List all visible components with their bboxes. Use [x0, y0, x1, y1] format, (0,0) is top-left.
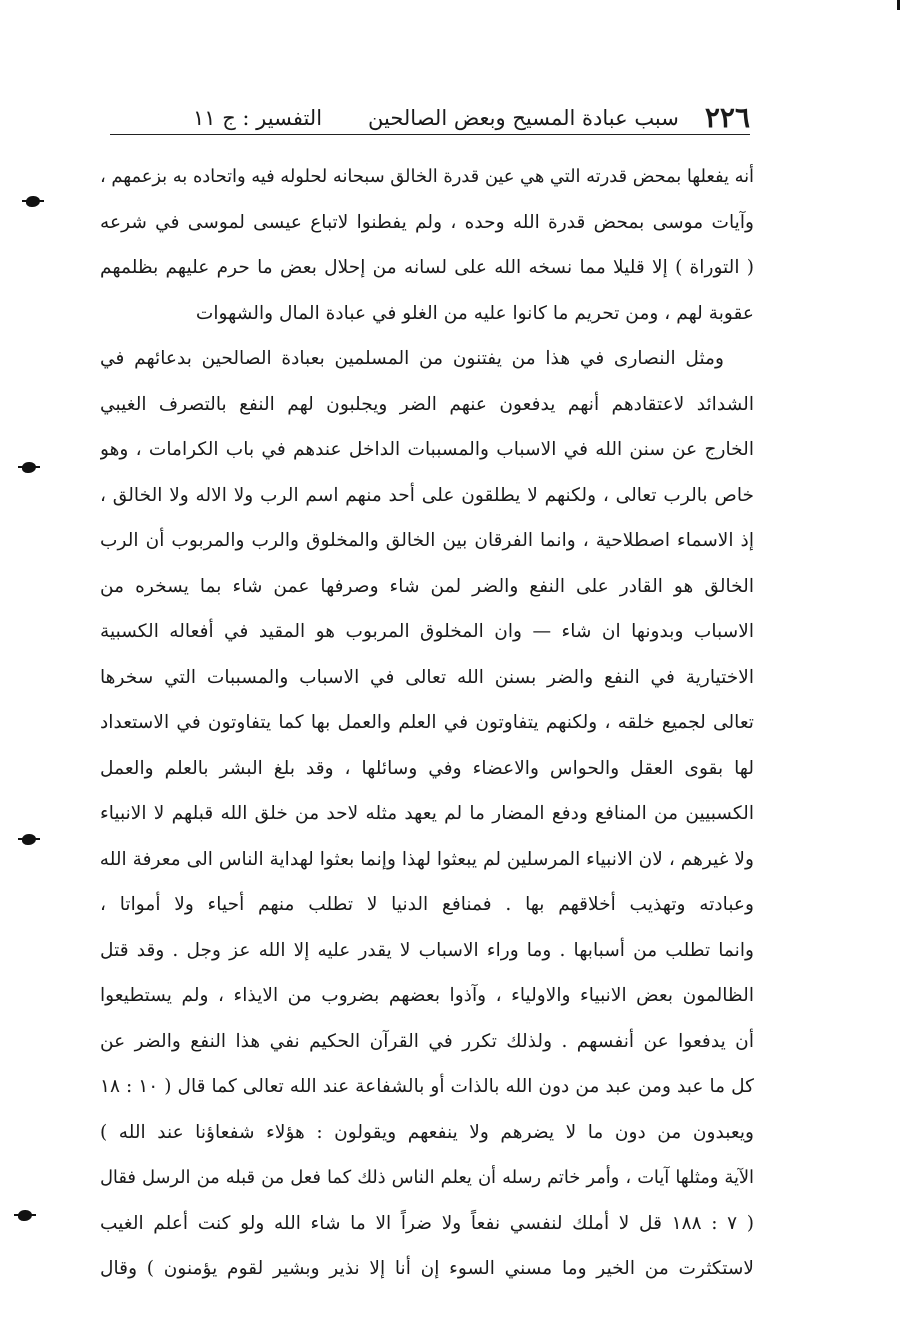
text-line: لها بقوى العقل والحواس والاعضاء وفي وسائلها ، وقد بلغ البشر بالعلم والعمل [100, 757, 754, 779]
text-line: الآية ومثلها آيات ، وأمر خاتم رسله أن يعلم الناس ذلك كما فعل من قبله من الرسل فقال [100, 1167, 754, 1188]
text-line: ومثل النصارى في هذا من يفتنون من المسلمين بعبادة الصالحين بدعائهم في [100, 348, 724, 369]
text-line: الخالق هو القادر على النفع والضر لمن شاء وصرفها عمن شاء بما يسخره من [100, 575, 754, 597]
text-line: أن يدفعوا عن أنفسهم . ولذلك تكرر في القرآن الحكيم نفي هذا النفع والضر عن [100, 1030, 754, 1052]
text-line: ( ٧ : ١٨٨ قل لا أملك لنفسي نفعاً ولا ضراً الا ما شاء الله ولو كنت أعلم الغيب [100, 1212, 754, 1234]
text-line: وعبادته وتهذيب أخلاقهم بها . فمنافع الدنيا لا تطلب منهم أحياء ولا أمواتا ، [100, 894, 754, 915]
text-line: تعالى لجميع خلقه ، ولكنهم يتفاوتون في العلم والعمل بها كما يتفاوتون في الاستعداد [100, 712, 754, 733]
edge-mark [897, 0, 900, 10]
text-line: ( التوراة ) إلا قليلا مما نسخه الله على لسانه من إحلال بعض ما حرم عليهم بظلمهم [100, 257, 754, 278]
running-title: سبب عبادة المسيح وبعض الصالحين [368, 106, 679, 130]
page-number: ٢٢٦ [704, 101, 750, 134]
volume-label: التفسير : ج ١١ [192, 106, 323, 130]
text-line: أنه يفعلها بمحض قدرته التي هي عين قدرة الخالق سبحانه لحلوله فيه واتحاده به بزعمهم ، [100, 166, 754, 187]
text-line: إذ الاسماء اصطلاحية ، وانما الفرقان بين الخالق والمخلوق والرب والمربوب أن الرب [100, 530, 754, 551]
ink-blot [22, 834, 36, 845]
text-line: الكسبيين من المنافع ودفع المضار ما لم يعهد مثله لاحد من خلق الله قبلهم لا الانبياء [100, 803, 754, 824]
text-line: وآيات موسى بمحض قدرة الله وحده ، ولم يفطنوا لاتباع عيسى لموسى في شرعه [100, 211, 754, 233]
text-line: خاص بالرب تعالى ، ولكنهم لا يطلقون على أحد منهم اسم الرب ولا الاله ولا الخالق ، [100, 484, 754, 506]
ink-blot [26, 196, 40, 207]
text-line: وانما تطلب من أسبابها . وما وراء الاسباب لا يقدر عليه إلا الله عز وجل . وقد قتل [100, 939, 754, 961]
text-line: الخارج عن سنن الله في الاسباب والمسببات الداخل عندهم في باب الكرامات ، وهو [100, 439, 754, 460]
body-text [100, 154, 754, 1292]
text-line: الشدائد لاعتقادهم أنهم يدفعون عنهم الضر ويجلبون لهم النفع بالتصرف الغيبي [100, 393, 754, 415]
ink-blot [18, 1210, 32, 1221]
text-line: الظالمون بعض الانبياء والاولياء ، وآذوا بعضهم بضروب من الايذاء ، ولم يستطيعوا [100, 985, 754, 1006]
text-line: ولا غيرهم ، لان الانبياء المرسلين لم يبعثوا لهذا وإنما بعثوا لهداية الناس الى معرفة الله [100, 848, 754, 870]
ink-blot [22, 462, 36, 473]
text-line: عقوبة لهم ، ومن تحريم ما كانوا عليه من الغلو في عبادة المال والشهوات [195, 302, 754, 324]
running-header [110, 88, 750, 135]
text-line: ويعبدون من دون ما لا يضرهم ولا ينفعهم ويقولون : هؤلاء شفعاؤنا عند الله ) [100, 1121, 754, 1143]
text-line: لاستكثرت من الخير وما مسني السوء إن أنا إلا نذير وبشير لقوم يؤمنون ) وقال [100, 1258, 754, 1279]
text-line: الاختيارية في النفع والضر بسنن الله تعالى في الاسباب والمسببات التي سخرها [100, 666, 754, 688]
text-line: الاسباب وبدونها ان شاء — وان المخلوق المربوب هو المقيد في أفعاله الكسبية [100, 621, 754, 642]
text-line: كل ما عبد ومن عبد من دون الله بالذات أو بالشفاعة عند الله تعالى كما قال ( ١٠ : ١٨ [100, 1076, 754, 1097]
